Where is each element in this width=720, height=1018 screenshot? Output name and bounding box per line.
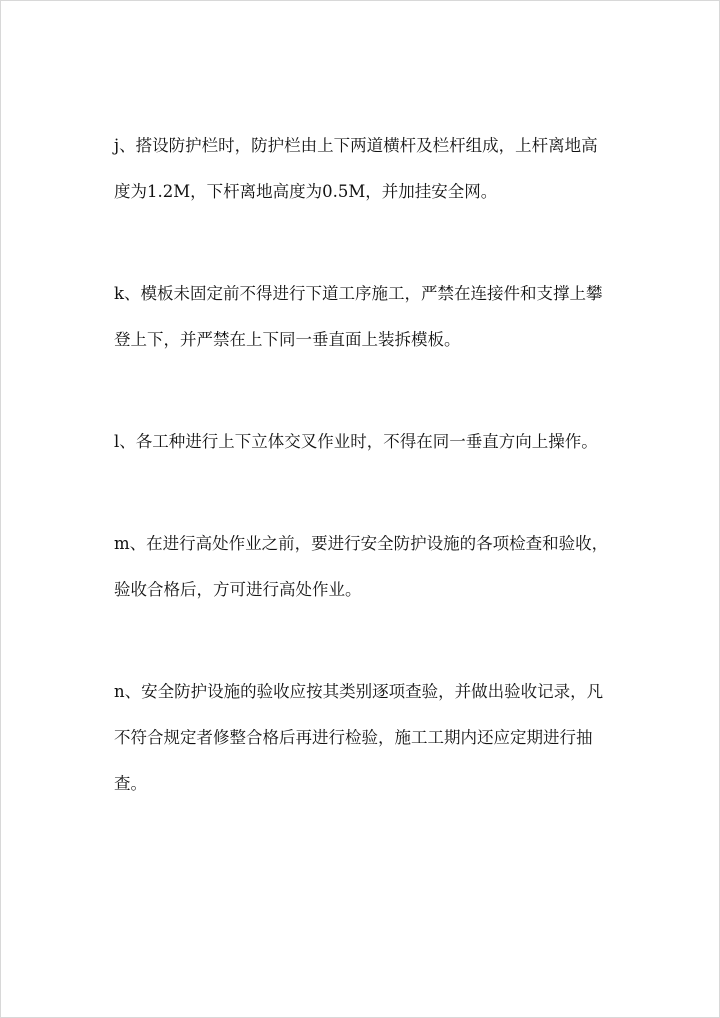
text-line: j、搭设防护栏时，防护栏由上下两道横杆及栏杆组成，上杆离地高 — [114, 136, 598, 155]
paragraph-l — [114, 419, 614, 465]
text-line: n、安全防护设施的验收应按其类别逐项查验，并做出验收记录，凡 — [114, 682, 604, 701]
text-line: 登上下，并严禁在上下同一垂直面上装拆模板。 — [114, 330, 461, 349]
text-line: k、模板未固定前不得进行下道工序施工，严禁在连接件和支撑上攀 — [114, 284, 603, 303]
text-line: m、在进行高处作业之前，要进行安全防护设施的各项检查和验收， — [114, 534, 609, 553]
text-line: 验收合格后，方可进行高处作业。 — [114, 580, 362, 599]
text-line: 查。 — [114, 774, 147, 793]
paragraph-n — [114, 669, 614, 807]
document-body — [114, 123, 614, 863]
paragraph-m — [114, 521, 614, 613]
text-line: 度为1.2M，下杆离地高度为0.5M，并加挂安全网。 — [114, 182, 498, 201]
paragraph-j — [114, 123, 614, 215]
text-line: l、各工种进行上下立体交叉作业时，不得在同一垂直方向上操作。 — [114, 432, 598, 451]
text-line: 不符合规定者修整合格后再进行检验，施工工期内还应定期进行抽 — [114, 728, 593, 747]
paragraph-k — [114, 271, 614, 363]
